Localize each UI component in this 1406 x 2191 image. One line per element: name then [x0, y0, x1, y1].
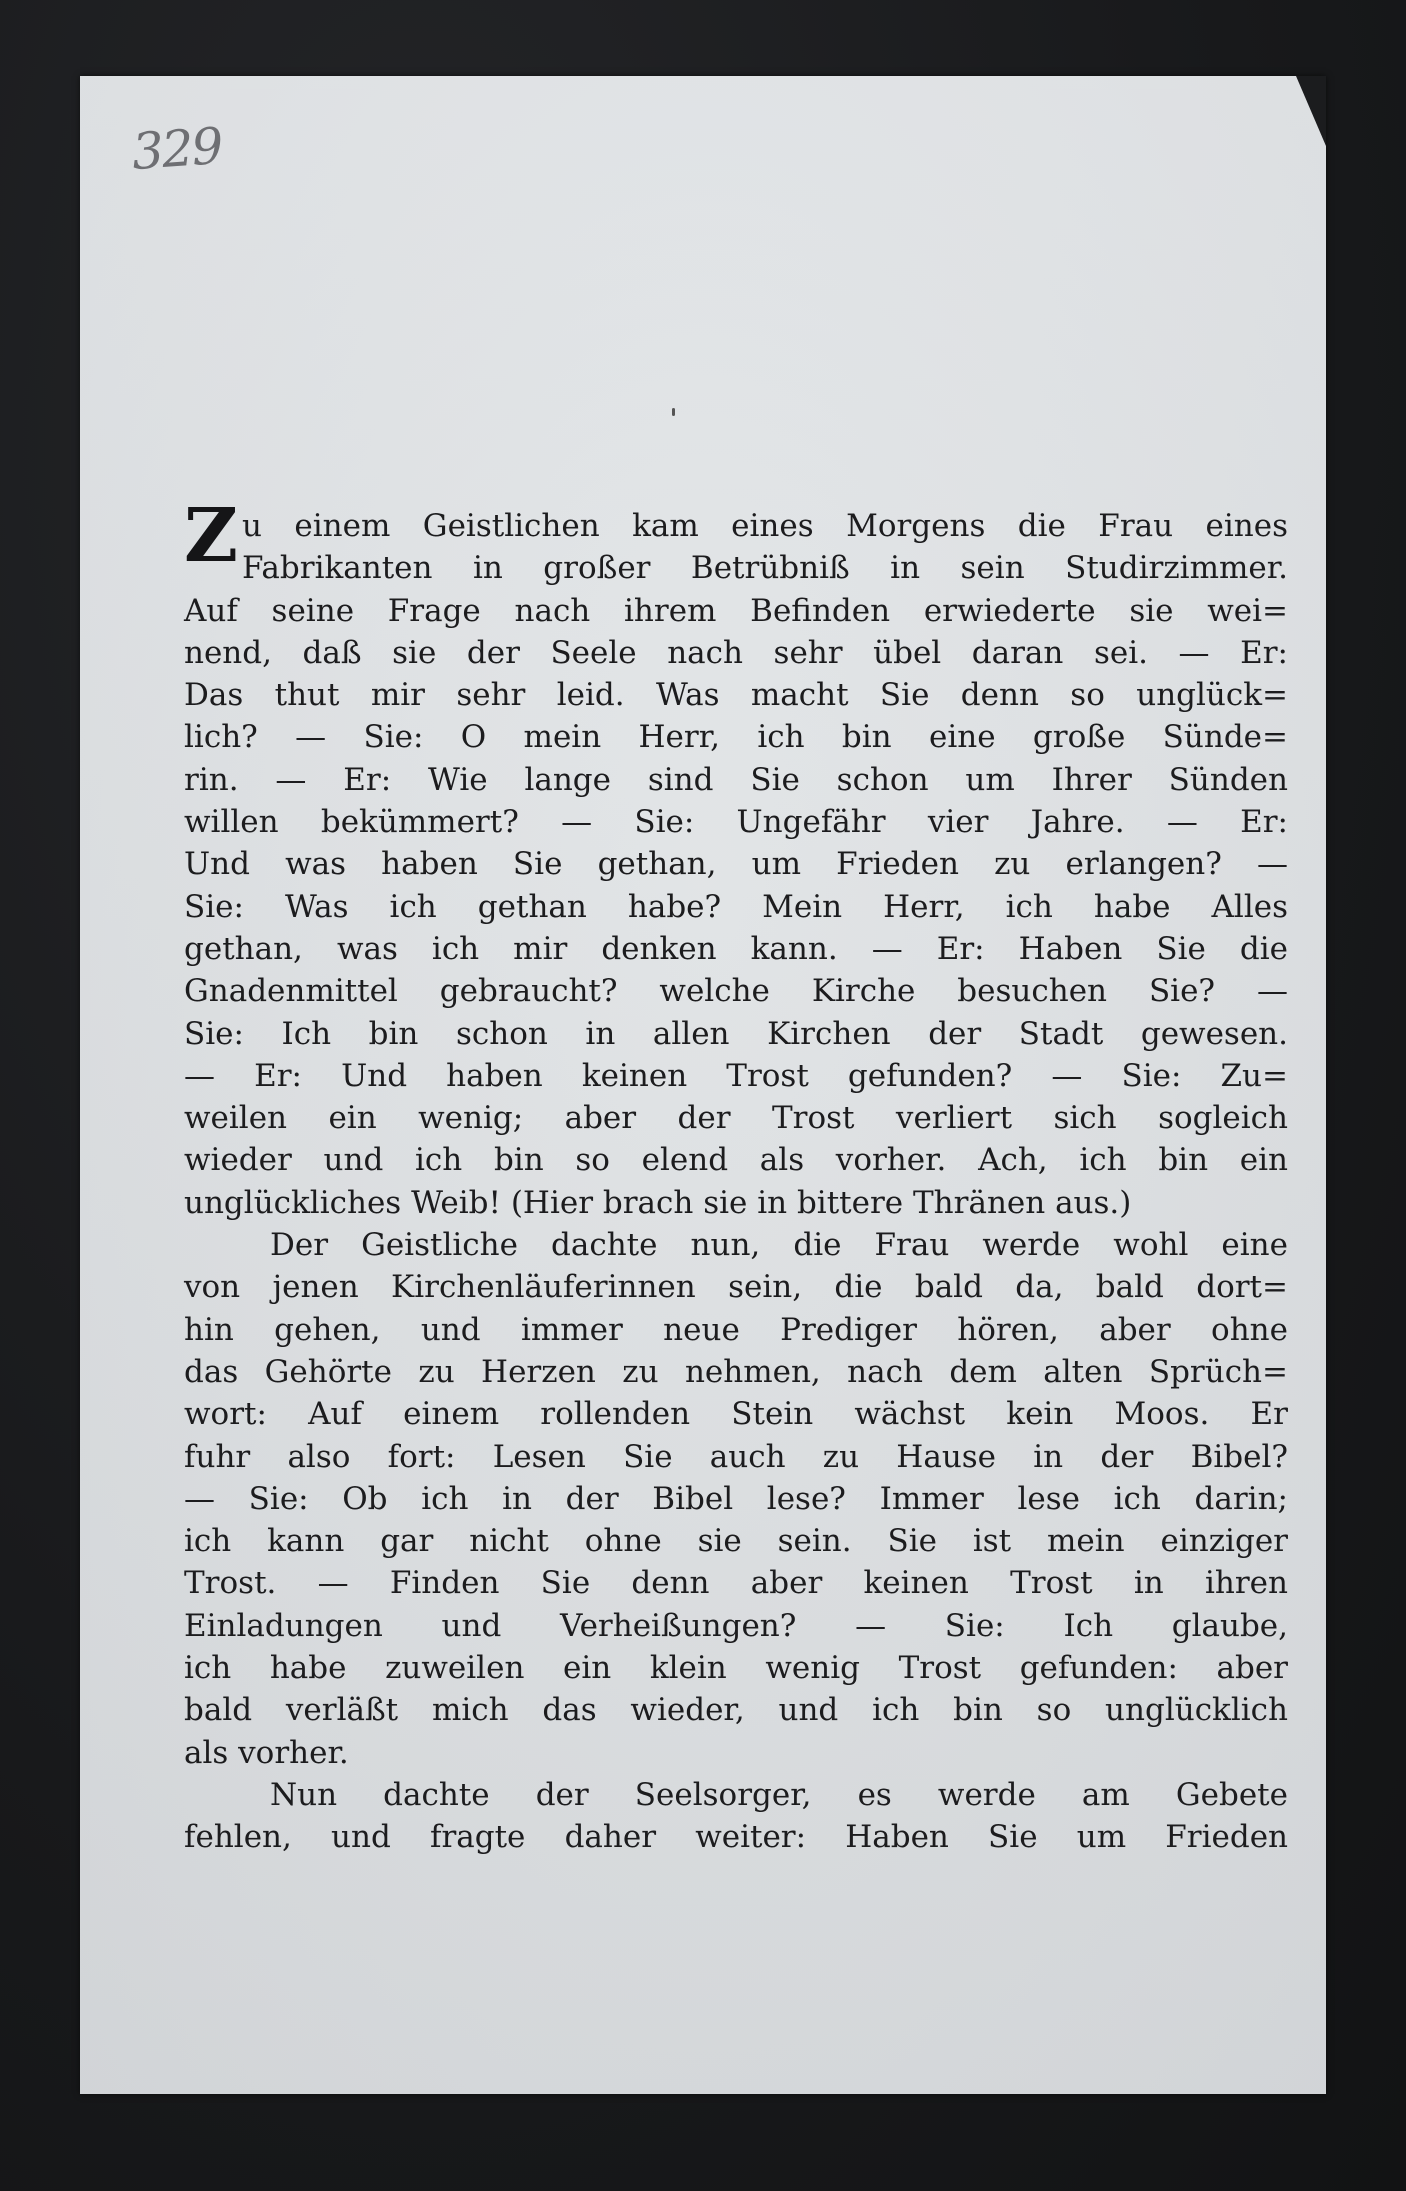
text-line: rin. — Er: Wie lange sind Sie schon um Ihrer Sünden [184, 761, 1288, 798]
text-line: hin gehen, und immer neue Prediger hören, aber ohne [184, 1311, 1288, 1348]
body-text [184, 493, 1288, 1859]
text-line: ich kann gar nicht ohne sie sein. Sie ist mein einziger [184, 1523, 1288, 1560]
text-line: fuhr also fort: Lesen Sie auch zu Hause in der Bibel? [184, 1438, 1288, 1475]
text-line: Einladungen und Verheißungen? — Sie: Ich glaube, [184, 1607, 1288, 1644]
text-line: Trost. — Finden Sie denn aber keinen Trost in ihren [184, 1565, 1288, 1602]
text-line: Fabrikanten in großer Betrübniß in sein Studirzimmer. [242, 550, 1288, 587]
text-line: als vorher. [184, 1734, 349, 1771]
document-page [80, 76, 1326, 2094]
paper-speck [672, 408, 675, 416]
text-line: willen bekümmert? — Sie: Ungefähr vier Jahre. — Er: [184, 804, 1288, 841]
text-line: lich? — Sie: O mein Herr, ich bin eine große Sünde= [184, 719, 1288, 756]
text-line: gethan, was ich mir denken kann. — Er: Haben Sie die [184, 930, 1288, 967]
text-line: nend, daß sie der Seele nach sehr übel daran sei. — Er: [184, 634, 1288, 671]
text-line: bald verläßt mich das wieder, und ich bin so unglücklich [184, 1692, 1288, 1729]
text-line: von jenen Kirchenläuferinnen sein, die bald da, bald dort= [184, 1269, 1288, 1306]
page-corner [1296, 76, 1326, 146]
text-line: — Sie: Ob ich in der Bibel lese? Immer lese ich darin; [184, 1480, 1288, 1517]
text-line: unglückliches Weib! (Hier brach sie in bittere Thränen aus.) [184, 1184, 1132, 1221]
text-line: Nun dachte der Seelsorger, es werde am Gebete [270, 1776, 1288, 1813]
text-line: ich habe zuweilen ein klein wenig Trost gefunden: aber [184, 1650, 1288, 1687]
first-line-text: u einem Geistlichen kam eines Morgens die Frau eines [242, 508, 1288, 544]
text-line: das Gehörte zu Herzen zu nehmen, nach dem alten Sprüch= [184, 1353, 1288, 1390]
text-line: wieder und ich bin so elend als vorher. Ach, ich bin ein [184, 1142, 1288, 1179]
folio-number: 329 [130, 116, 224, 182]
text-line: Sie: Was ich gethan habe? Mein Herr, ich habe Alles [184, 888, 1288, 925]
text-line: Sie: Ich bin schon in allen Kirchen der Stadt gewesen. [184, 1015, 1288, 1052]
text-line: weilen ein wenig; aber der Trost verliert sich sogleich [184, 1100, 1288, 1137]
text-line: wort: Auf einem rollenden Stein wächst kein Moos. Er [184, 1396, 1288, 1433]
text-line: Das thut mir sehr leid. Was macht Sie denn so unglück= [184, 677, 1288, 714]
drop-cap: Z [184, 493, 239, 579]
text-line: fehlen, und fragte daher weiter: Haben Sie um Frieden [184, 1819, 1288, 1856]
text-line: Und was haben Sie gethan, um Frieden zu erlangen? — [184, 846, 1288, 883]
text-line: Der Geistliche dachte nun, die Frau werde wohl eine [270, 1227, 1288, 1264]
text-line: Auf seine Frage nach ihrem Befinden erwiederte sie wei= [184, 592, 1288, 629]
text-line: — Er: Und haben keinen Trost gefunden? — Sie: Zu= [184, 1057, 1288, 1094]
text-line: Gnadenmittel gebraucht? welche Kirche besuchen Sie? — [184, 973, 1288, 1010]
